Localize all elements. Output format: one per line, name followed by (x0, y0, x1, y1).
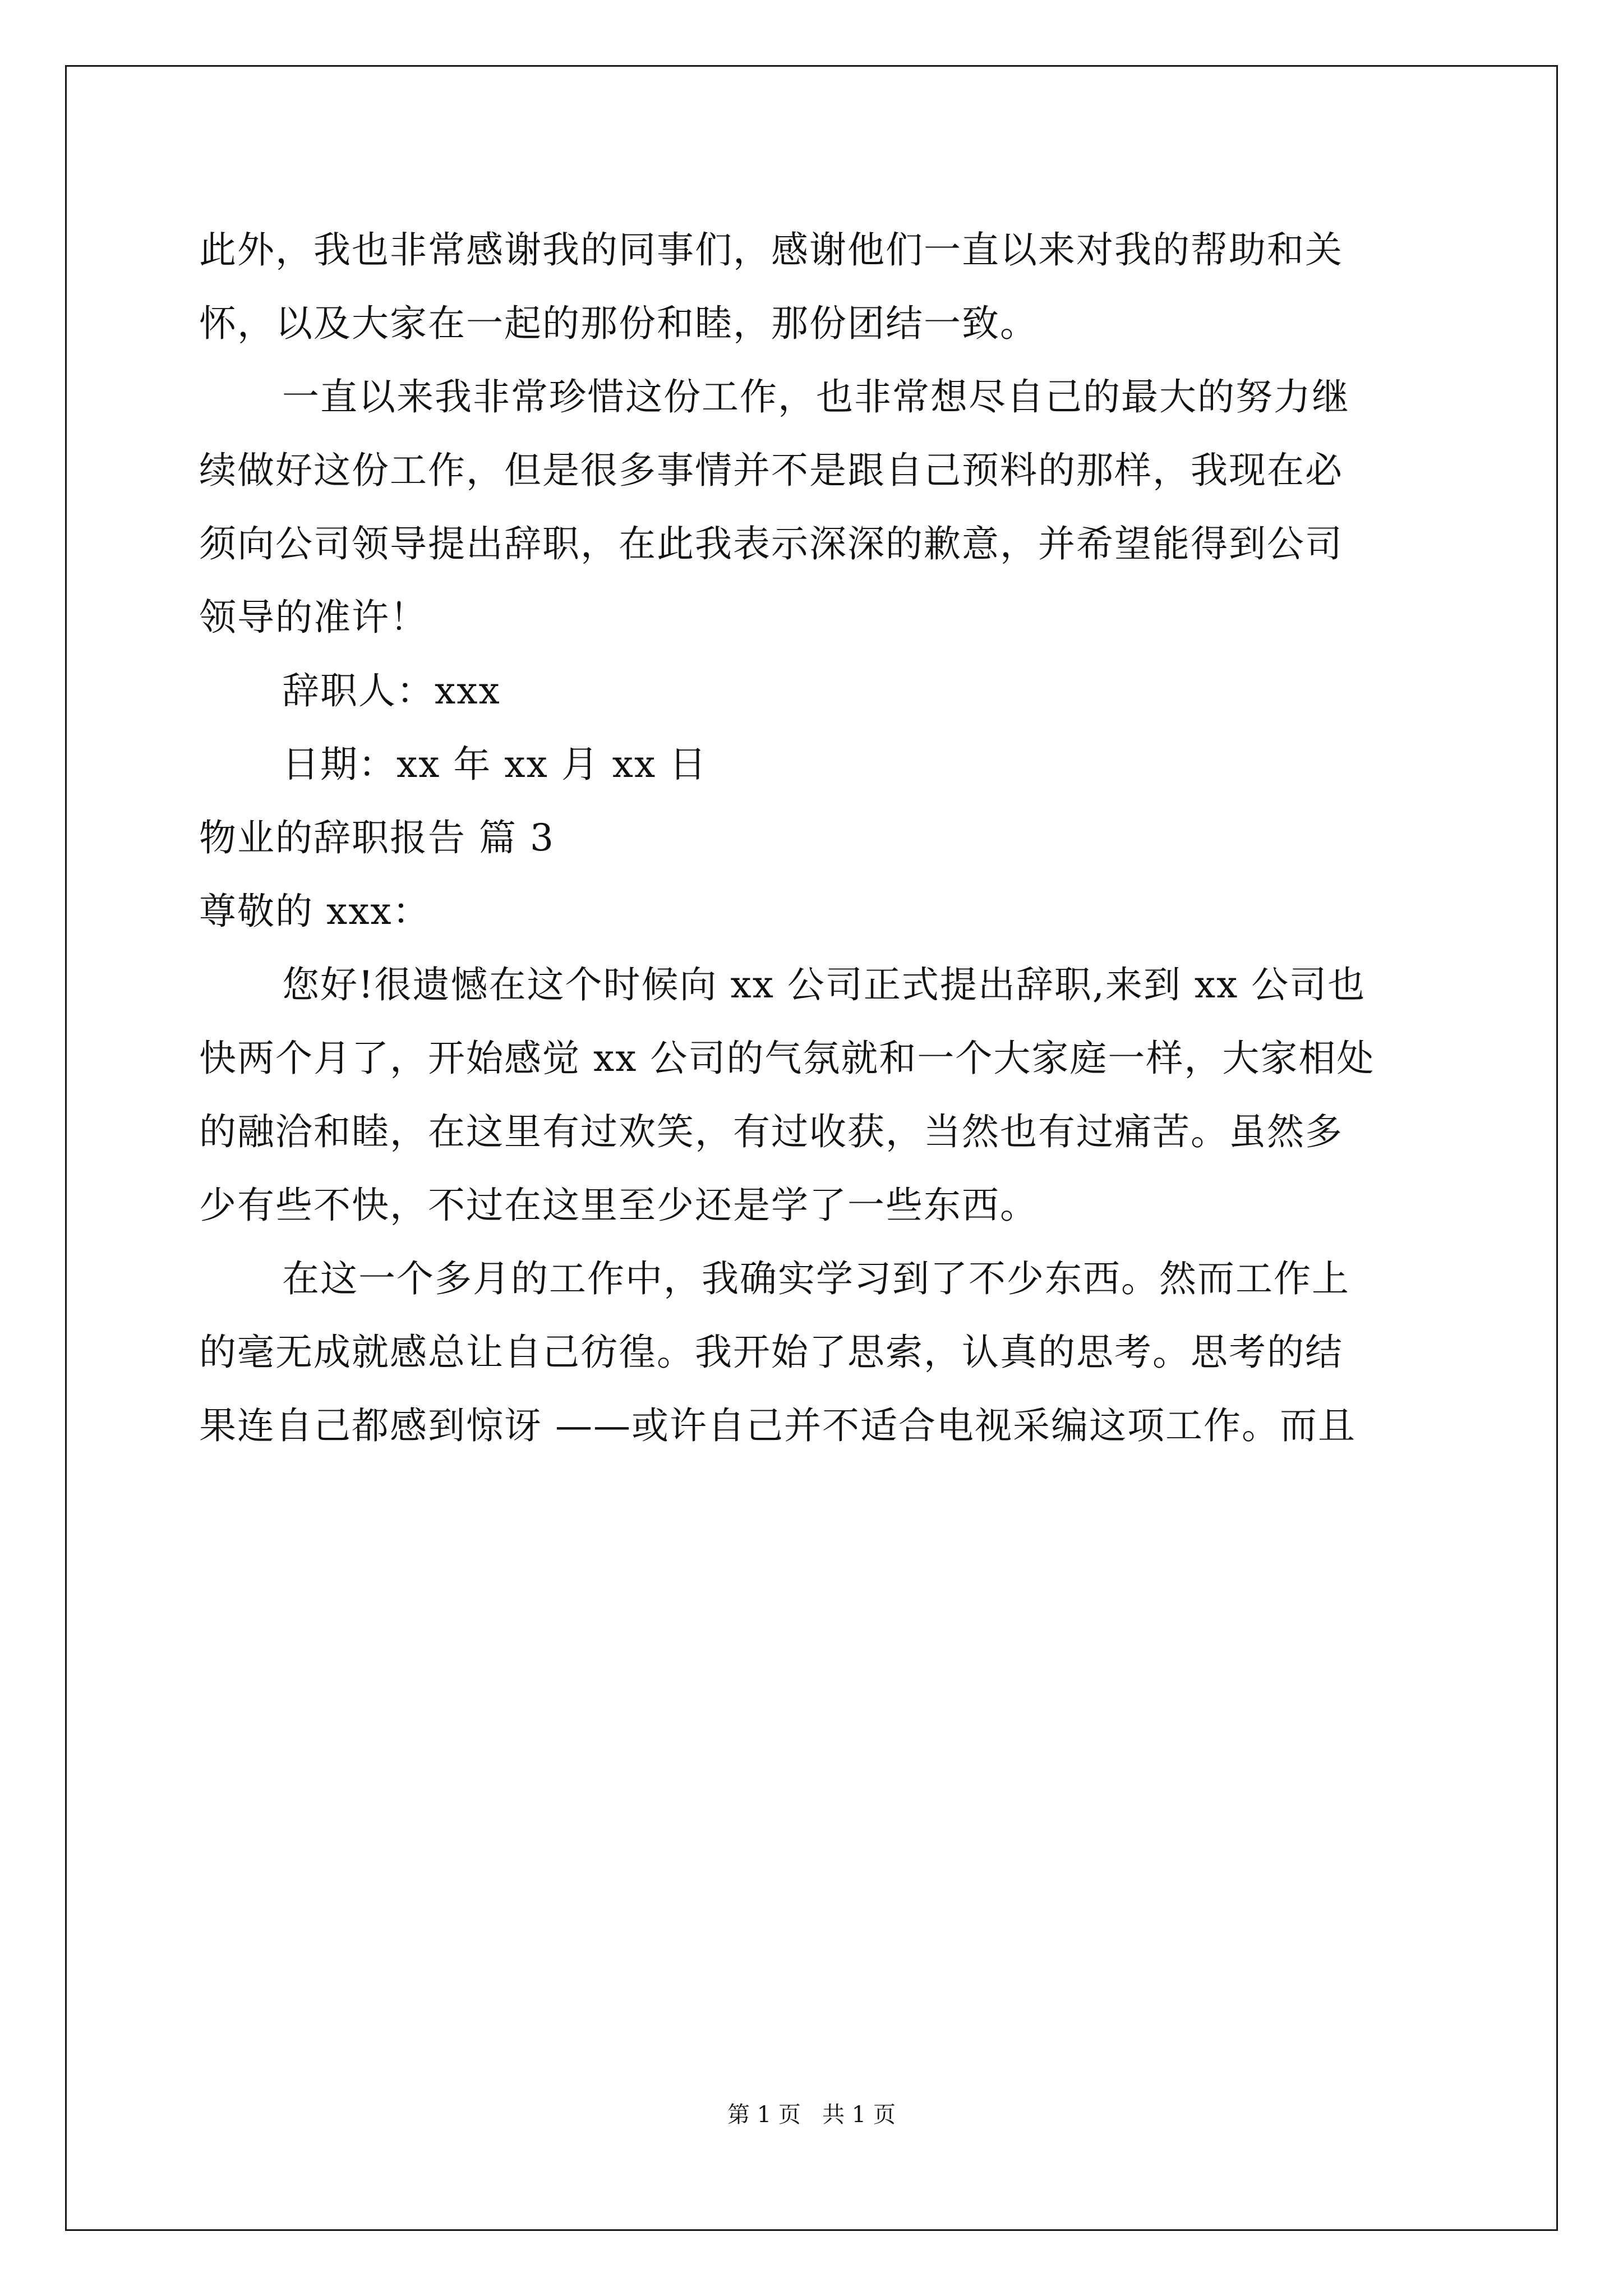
paragraph-line: 快两个月了，开始感觉 xx 公司的气氛就和一个大家庭一样，大家相处 (199, 1037, 1375, 1080)
section-heading: 物业的辞职报告 篇 3 (199, 816, 555, 859)
paragraph-line: 须向公司领导提出辞职，在此我表示深深的歉意，并希望能得到公司 (199, 522, 1343, 565)
date-line: 日期：xx 年 xx 月 xx 日 (282, 743, 708, 786)
paragraph-line: 果连自己都感到惊讶 ——或许自己并不适合电视采编这项工作。而且 (199, 1404, 1356, 1447)
paragraph-line: 领导的准许！ (199, 596, 428, 639)
paragraph-line: 一直以来我非常珍惜这份工作，也非常想尽自己的最大的努力继 (282, 375, 1350, 418)
paragraph-line: 少有些不快，不过在这里至少还是学了一些东西。 (199, 1184, 1038, 1227)
salutation: 尊敬的 xxx： (199, 890, 431, 933)
paragraph-line: 的毫无成就感总让自己彷徨。我开始了思索，认真的思考。思考的结 (199, 1331, 1343, 1374)
signature-line: 辞职人：xxx (282, 669, 501, 712)
document-body (199, 213, 1422, 1462)
paragraph-line: 怀，以及大家在一起的那份和睦，那份团结一致。 (199, 302, 1038, 345)
paragraph-line: 的融洽和睦，在这里有过欢笑，有过收获，当然也有过痛苦。虽然多 (199, 1110, 1343, 1153)
paragraph-line: 此外，我也非常感谢我的同事们，感谢他们一直以来对我的帮助和关 (199, 228, 1343, 272)
paragraph-line: 续做好这份工作，但是很多事情并不是跟自己预料的那样，我现在必 (199, 449, 1343, 492)
paragraph-line: 在这一个多月的工作中，我确实学习到了不少东西。然而工作上 (282, 1257, 1350, 1300)
page-footer: 第 1 页 共 1 页 (727, 2102, 896, 2128)
paragraph-line: 您好!很遗憾在这个时候向 xx 公司正式提出辞职,来到 xx 公司也 (282, 963, 1366, 1006)
